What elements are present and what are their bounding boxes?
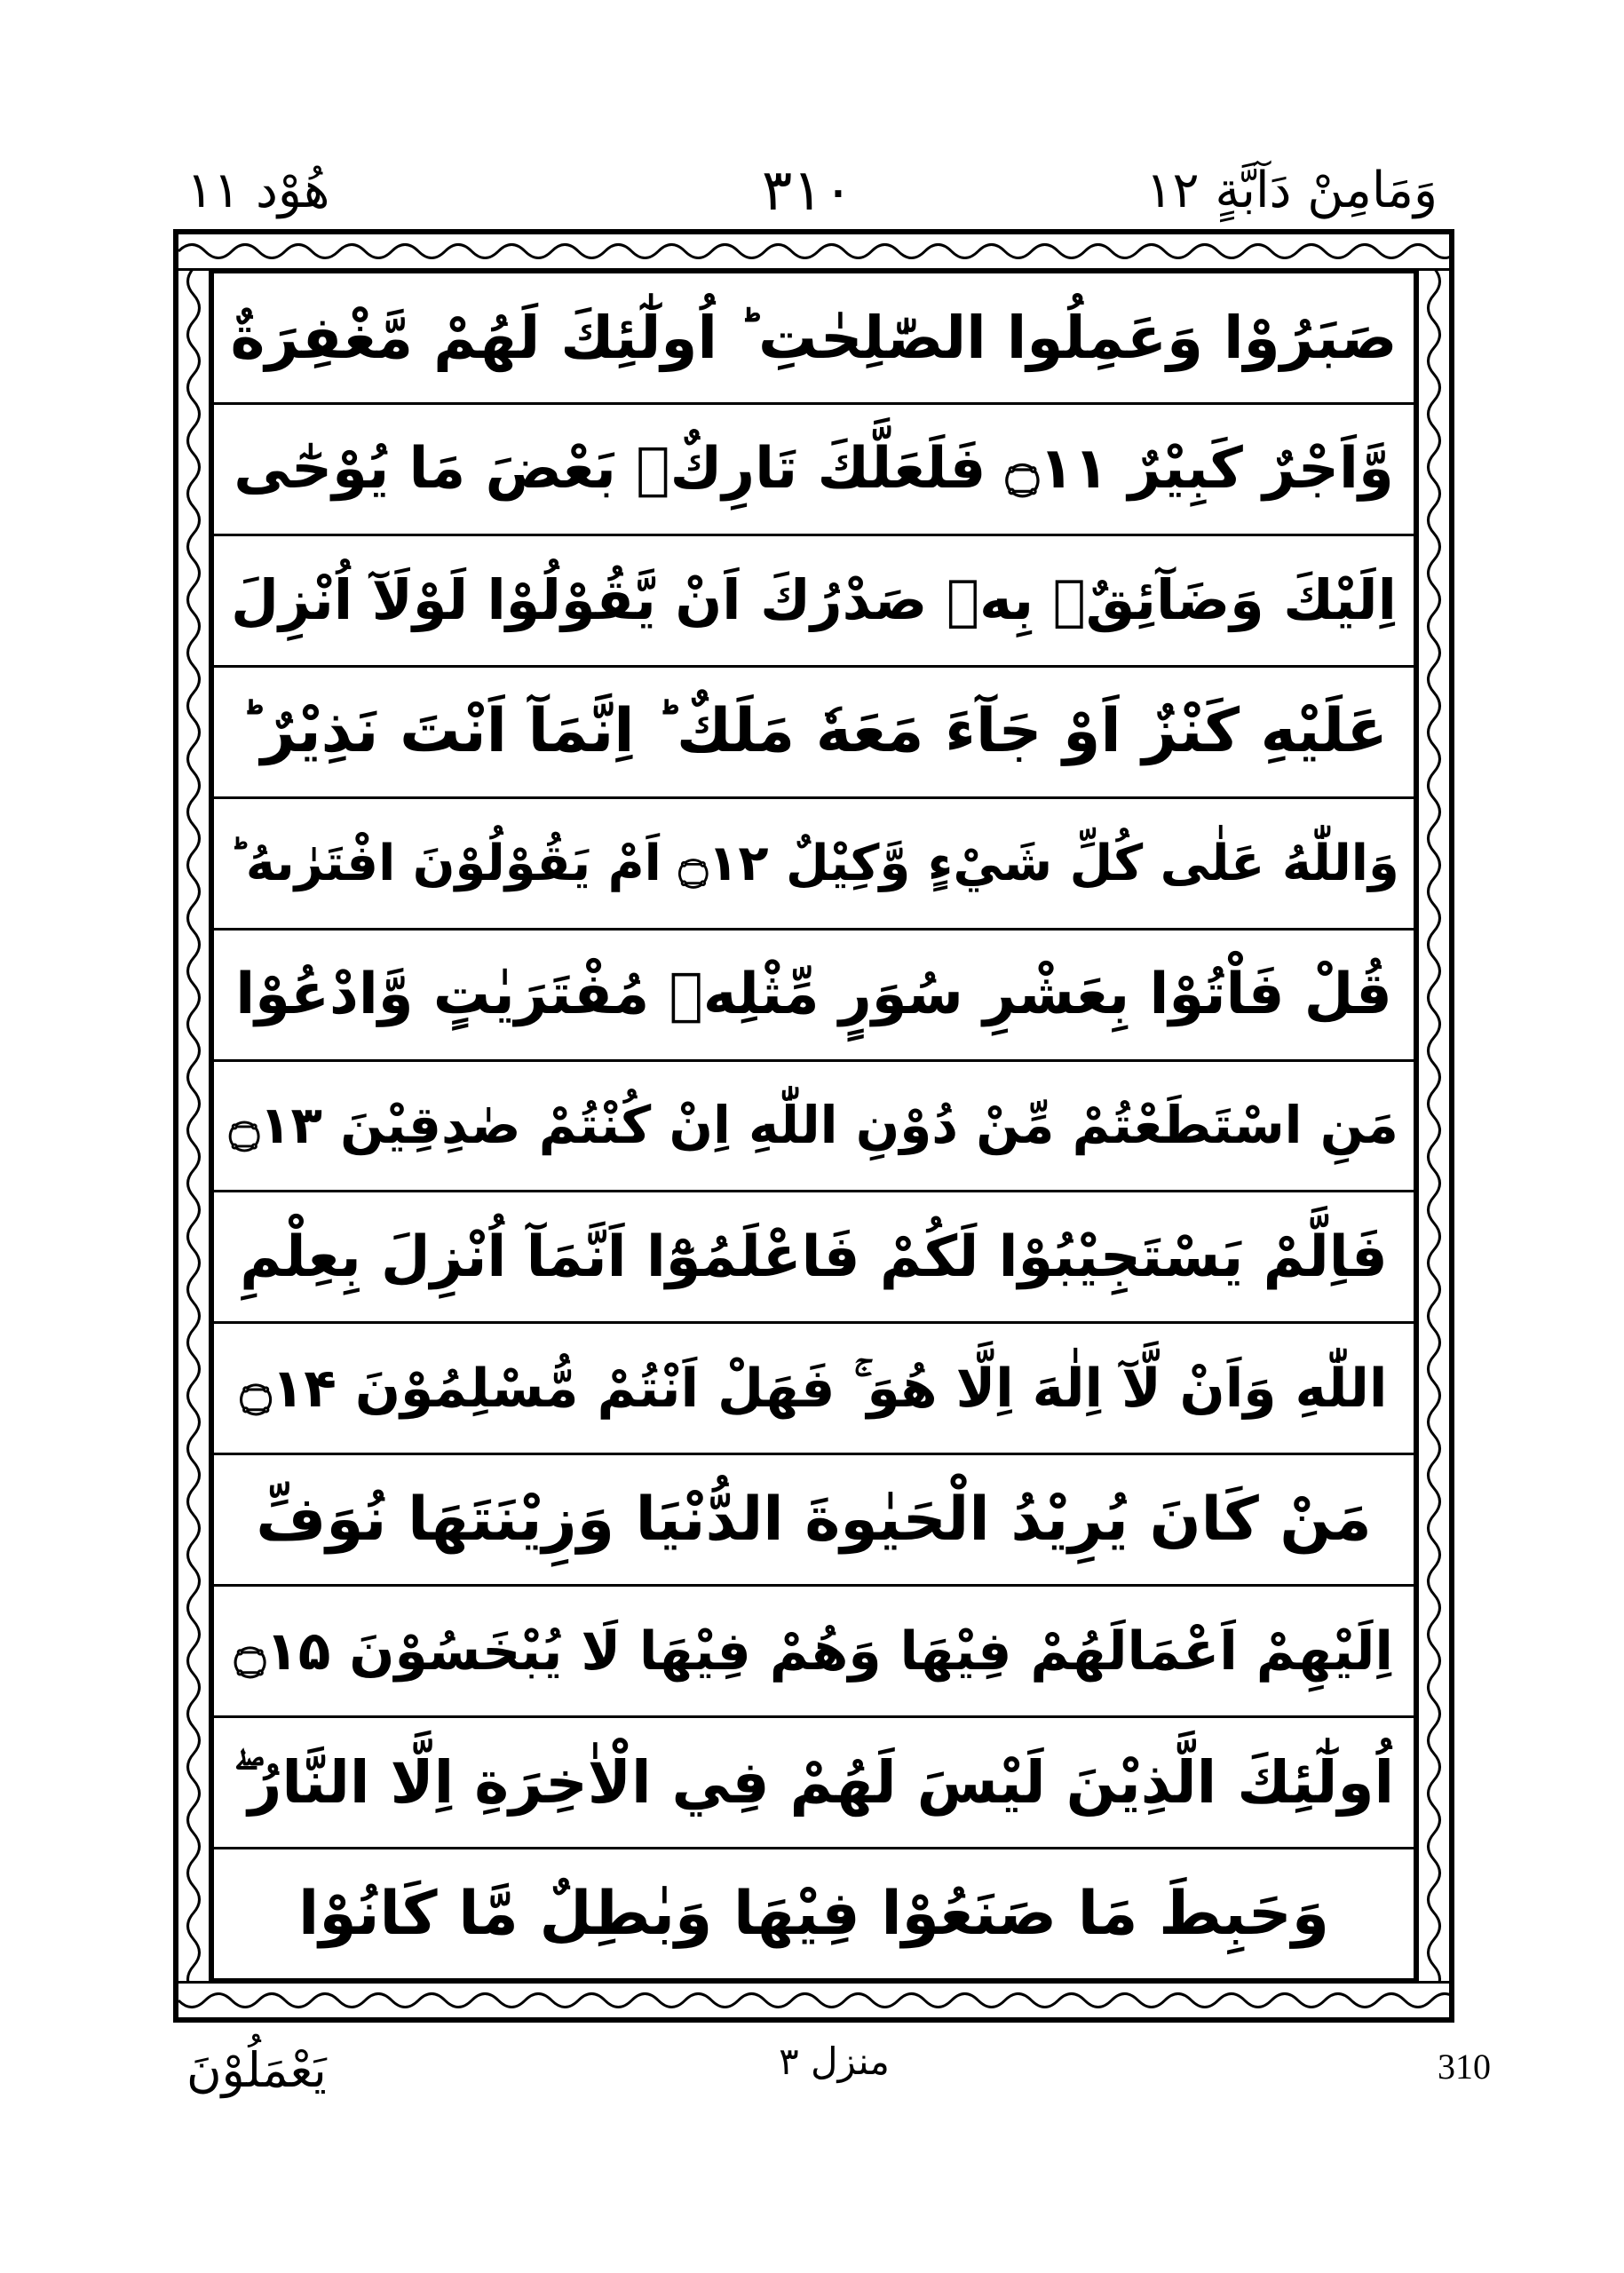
verse-line-9 xyxy=(214,1324,1414,1455)
verse-line-text: عَلَيْهِ كَنْزٌ اَوْ جَآءَ مَعَهٗ مَلَكٌ ؕ اِنَّمَآ اَنْتَ نَذِيْرٌ ؕ xyxy=(240,696,1388,767)
verse-line-text: اِلَيْكَ وَضَآئِقٌۢ بِهٖ صَدْرُكَ اَنْ يَّقُوْلُوْا لَوْلَآ اُنْزِلَ xyxy=(231,567,1397,633)
latin-page-number: 310 xyxy=(1438,2047,1491,2087)
verse-lines xyxy=(214,273,1414,1978)
verse-line-5 xyxy=(214,799,1414,931)
verse-line-12 xyxy=(214,1718,1414,1849)
catchword: يَعْمَلُوْنَ xyxy=(186,2042,327,2098)
verse-line-8 xyxy=(214,1192,1414,1324)
verse-line-11 xyxy=(214,1587,1414,1718)
manzil-label: منزل ۳ xyxy=(779,2039,890,2083)
verse-line-text: اُولٰٓئِكَ الَّذِيْنَ لَيْسَ لَهُمْ فِي الْاٰخِرَةِ اِلَّا النَّارُ ۖ xyxy=(233,1748,1395,1817)
verse-line-7 xyxy=(214,1062,1414,1193)
verse-line-4 xyxy=(214,668,1414,799)
arabic-page-number: ۳۱۰ xyxy=(761,158,854,224)
verse-line-text: وَاللّٰهُ عَلٰى كُلِّ شَيْءٍ وَّكِيْلٌ ۝۱۲ اَمْ يَقُوْلُوْنَ افْتَرٰىهُ ؕ xyxy=(228,834,1399,892)
verse-line-6 xyxy=(214,931,1414,1062)
page-frame xyxy=(173,229,1454,2023)
surah-name: هُوْد ۱۱ xyxy=(186,162,330,219)
verse-line-2 xyxy=(214,405,1414,536)
border-ornament-right xyxy=(1416,268,1449,1984)
verse-line-text: اللّٰهِ وَاَنْ لَّآ اِلٰهَ اِلَّا هُوَ ۚ فَهَلْ اَنْتُمْ مُّسْلِمُوْنَ ۝۱۴ xyxy=(240,1357,1388,1420)
verse-line-text: فَاِلَّمْ يَسْتَجِيْبُوْا لَكُمْ فَاعْلَمُوْٓا اَنَّمَآ اُنْزِلَ بِعِلْمِ xyxy=(240,1224,1388,1290)
page-header xyxy=(178,151,1438,231)
verse-line-text: اِلَيْهِمْ اَعْمَالَهُمْ فِيْهَا وَهُمْ فِيْهَا لَا يُبْخَسُوْنَ ۝۱۵ xyxy=(234,1620,1393,1683)
verse-line-10 xyxy=(214,1455,1414,1587)
verse-line-text: وَحَبِطَ مَا صَنَعُوْا فِيْهَا وَبٰطِلٌ مَّا كَانُوْا xyxy=(298,1878,1329,1949)
border-ornament-top xyxy=(178,234,1449,271)
border-ornament-bottom xyxy=(178,1981,1449,2017)
verse-line-text: صَبَرُوْا وَعَمِلُوا الصّٰلِحٰتِ ؕ اُولٰٓئِكَ لَهُمْ مَّغْفِرَةٌ xyxy=(230,303,1398,372)
verse-line-text: وَّاَجْرٌ كَبِيْرٌ ۝۱۱ فَلَعَلَّكَ تَارِكٌۢ بَعْضَ مَا يُوْحٰٓى xyxy=(234,435,1394,502)
verse-line-13 xyxy=(214,1849,1414,1978)
verse-line-1 xyxy=(214,273,1414,405)
verse-line-text: قُلْ فَاْتُوْا بِعَشْرِ سُوَرٍ مِّثْلِهٖ مُفْتَرَيٰتٍ وَّادْعُوْا xyxy=(235,961,1392,1027)
juz-name: وَمَامِنْ دَآبَّةٍ ۱۲ xyxy=(1145,162,1438,219)
text-area xyxy=(211,271,1416,1981)
border-ornament-left xyxy=(178,268,211,1984)
verse-line-text: مَنِ اسْتَطَعْتُمْ مِّنْ دُوْنِ اللّٰهِ اِنْ كُنْتُمْ صٰدِقِيْنَ ۝۱۳ xyxy=(229,1095,1398,1156)
verse-line-3 xyxy=(214,536,1414,668)
verse-line-text: مَنْ كَانَ يُرِيْدُ الْحَيٰوةَ الدُّنْيَا وَزِيْنَتَهَا نُوَفِّ xyxy=(256,1484,1372,1555)
page-footer xyxy=(178,2026,1491,2115)
